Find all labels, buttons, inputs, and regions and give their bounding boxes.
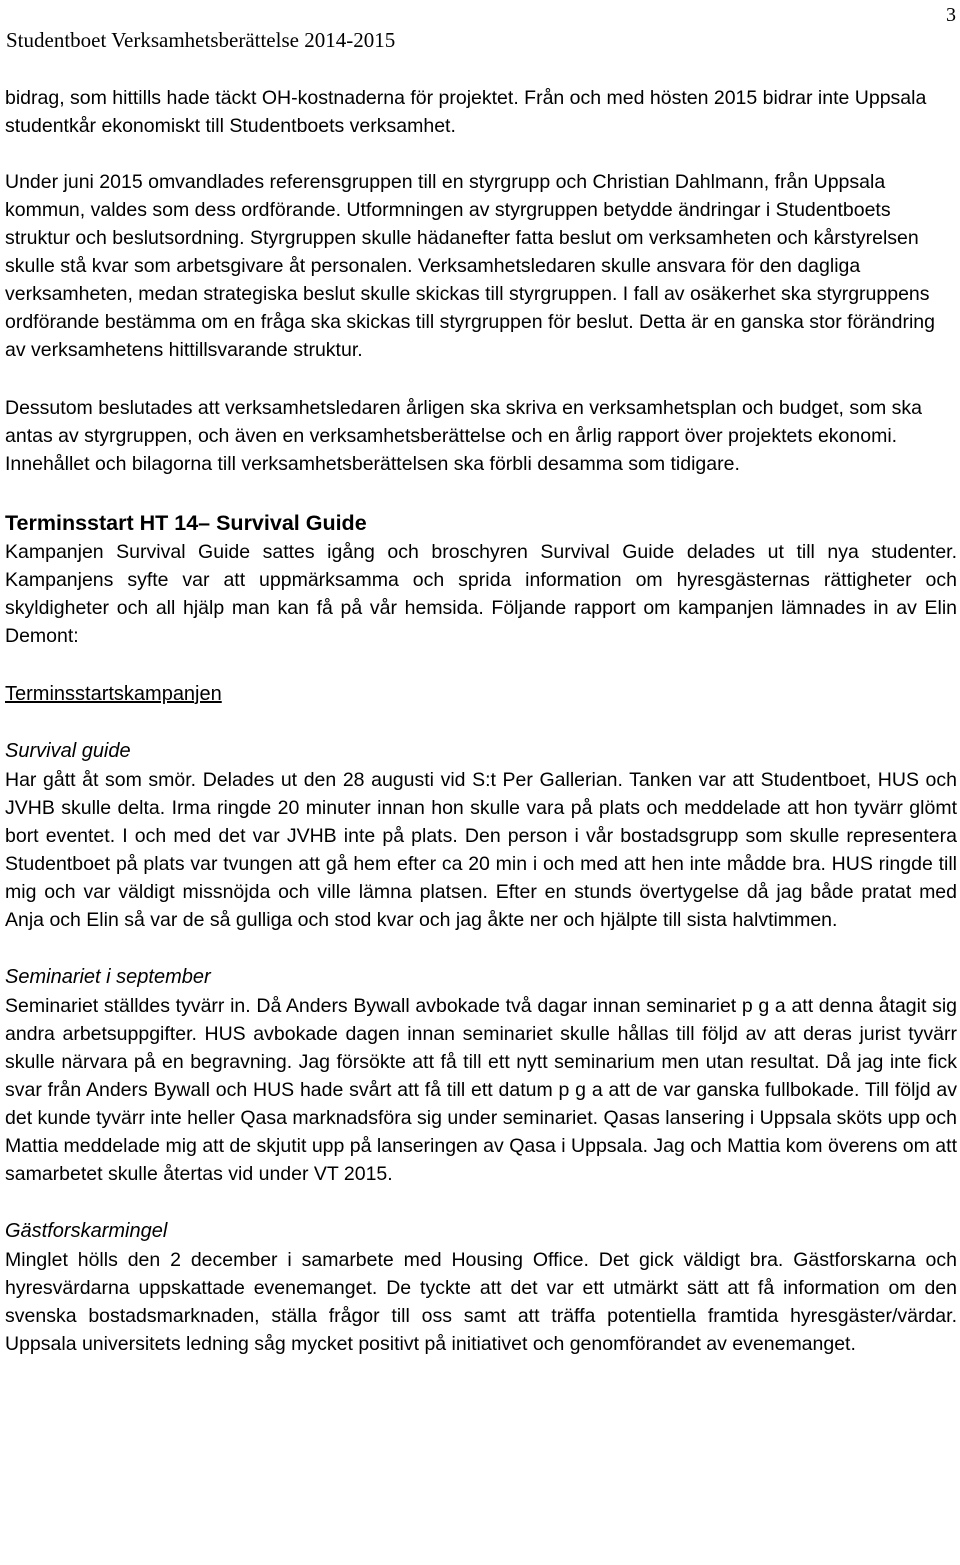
paragraph-annual-plan: Dessutom beslutades att verksamhetsledaren årligen ska skriva en verksamhetsplan och budget, som ska antas av styrgruppen, och även en verksamhetsberättelse och en årlig rapport över projektets ekonomi. Innehållet och bilagorna till verksamhetsberättelsen ska förbli desamma som tidigare. (5, 397, 922, 475)
report-title: Terminsstartskampanjen (5, 683, 222, 705)
section-heading: Terminsstart HT 14– Survival Guide (5, 511, 367, 535)
header-title: Studentboet Verksamhetsberättelse 2014-2015 (6, 28, 396, 52)
paragraph-guest-researcher-mingle: Minglet hölls den 2 december i samarbete med Housing Office. Det gick väldigt bra. Gästforskarna och hyresvärdarna uppskattade evenemanget. De tyckte att det var ett utmärkt sätt att få information om den svenska bostadsmarknaden, ställa frågor till oss samt att träffa potentiella framtida hyresgäster/värdar. Uppsala universitets ledning såg mycket positivt på initiativet och genomförandet av evenemanget. (5, 1249, 957, 1355)
paragraph-campaign: Kampanjen Survival Guide sattes igång och broschyren Survival Guide delades ut till nya studenter. Kampanjens syfte var att uppmärksamma och sprida information om hyresgästernas rättigheter och skyldigheter och all hjälp man kan få på vår hemsida. Följande rapport om kampanjen lämnades in av Elin Demont: (5, 541, 957, 647)
subheading-guest-researcher-mingle: Gästforskarmingel (5, 1220, 168, 1242)
paragraph-survival-guide: Har gått åt som smör. Delades ut den 28 augusti vid S:t Per Gallerian. Tanken var att Studentboet, HUS och JVHB skulle delta. Irma ringde 20 minuter innan hon skulle vara på plats och meddelade att hon tyvärr glömt bort eventet. I och med det var JVHB inte på plats. Den person i vår bostadsgrupp som skulle representera Studentboet på plats var tvungen att gå hem efter ca 20 min i och med att hen inte mådde bra. HUS ringde till mig och var väldigt missnöjda och ville lämna platsen. Efter en stunds övertygelse då jag både pratat med Anja och Elin så var de så gulliga och stod kvar och jag åkte ner och hjälpte till sista halvtimmen. (5, 769, 957, 931)
paragraph-funding: bidrag, som hittills hade täckt OH-kostnaderna för projektet. Från och med hösten 2015 bidrar inte Uppsala studentkår ekonomiskt till Studentboets verksamhet. (5, 87, 927, 137)
subheading-survival-guide: Survival guide (5, 740, 131, 762)
subheading-seminar: Seminariet i september (5, 966, 211, 988)
document-body (5, 84, 957, 1358)
page-header (6, 4, 956, 58)
paragraph-seminar: Seminariet ställdes tyvärr in. Då Anders Bywall avbokade två dagar innan seminariet p g a att denna åtagit sig andra arbetsuppgifter. HUS avbokade dagen innan seminariet skulle hållas till följd av att deras jurist tyvärr skulle närvara på en begravning. Jag försökte att få till ett nytt seminarium men utan resultat. Då jag inte fick svar från Anders Bywall och HUS hade svårt att få till ett datum p g a att de var ganska fullbokade. Till följd av det kunde tyvärr inte heller Qasa marknadsföra sig under seminariet. Qasas lansering i Uppsala sköts upp och Mattia meddelade mig att de skjutit upp på lanseringen av Qasa i Uppsala. Jag och Mattia kom överens om att samarbetet skulle återtas vid under VT 2015. (5, 995, 957, 1185)
paragraph-steering-group: Under juni 2015 omvandlades referensgruppen till en styrgrupp och Christian Dahlmann, från Uppsala kommun, valdes som dess ordförande. Utformningen av styrgruppen betydde ändringar i Studentboets struktur och beslutsordning. Styrgruppen skulle hädanefter fatta beslut om verksamheten och kårstyrelsen skulle stå kvar som arbetsgivare åt personalen. Verksamhetsledaren skulle ansvara för den dagliga verksamheten, medan strategiska beslut skulle skickas till styrgruppen. I fall av osäkerhet ska styrgruppens ordförande bestämma om en fråga ska skickas till styrgruppen för beslut. Detta är en ganska stor förändring av verksamhetens hittillsvarande struktur. (5, 171, 935, 361)
page-number: 3 (946, 4, 956, 26)
